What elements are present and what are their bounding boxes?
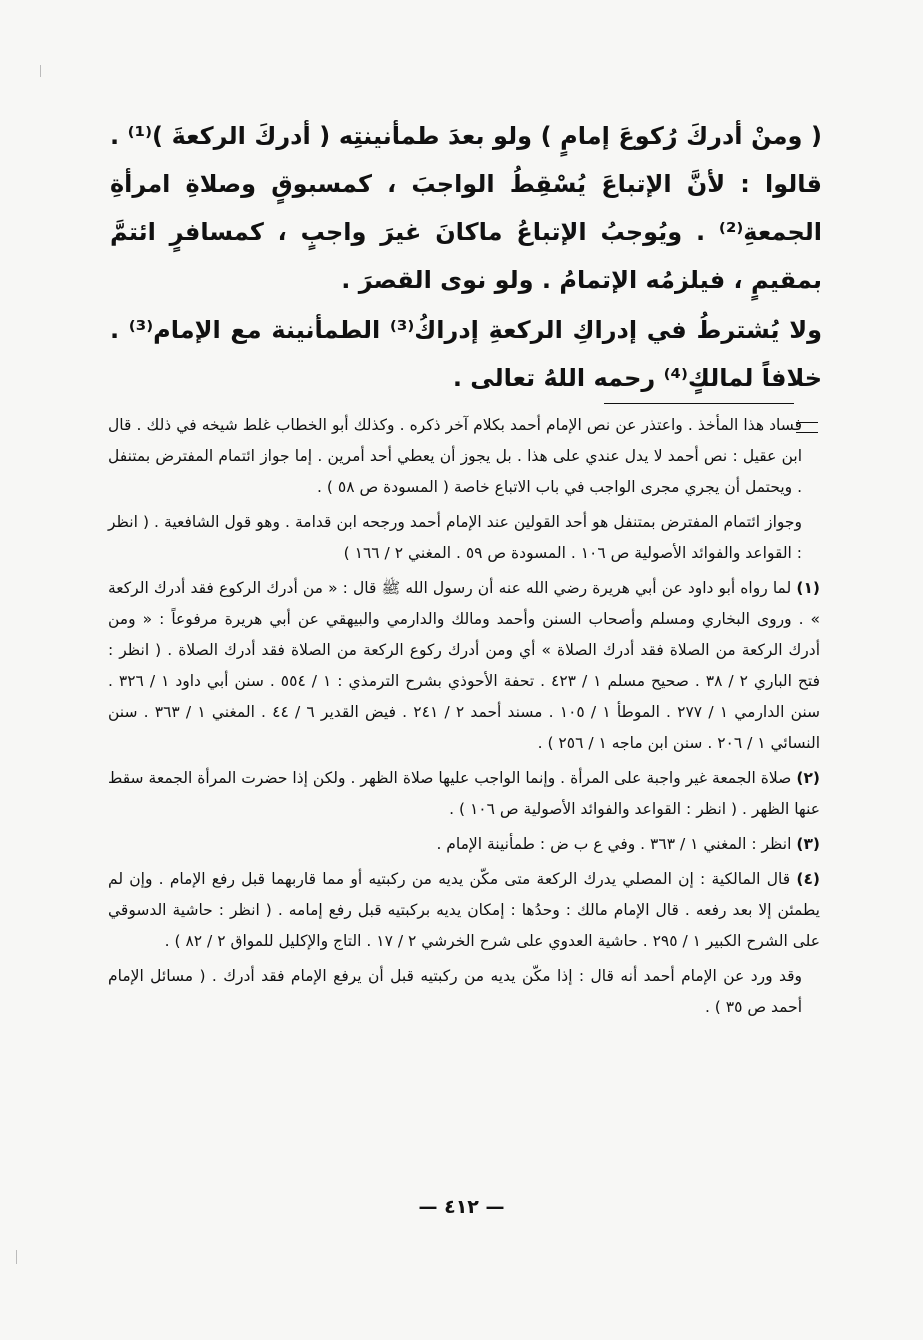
footnote-3 — [108, 829, 820, 860]
footnote-continuation: وجواز ائتمام المفترض بمتنفل هو أحد القولين عند الإمام أحمد ورجحه ابن قدامة . وهو قول الشافعية . ( انظر : القواعد والفوائد الأصولية ص ١٠٦ . المسودة ص ٥٩ . المغني ٢ / ١٦٦ ) — [108, 513, 802, 562]
footnote-number: (٣) — [796, 835, 820, 853]
footnote-4 — [108, 864, 820, 957]
footnote-number: (٤) — [796, 870, 820, 888]
footnote-text: انظر : المغني ١ / ٣٦٣ . وفي ع ب ض : طمأنينة الإمام . — [436, 835, 792, 853]
footnote-continuation: فساد هذا المأخذ . واعتذر عن نص الإمام أحمد بكلام آخر ذكره . وكذلك أبو الخطاب غلط شيخه في ذلك . قال ابن عقيل : نص أحمد لا يدل عندي على هذا . بل يجوز أن يعطي أحد أمرين . إما جواز ائتمام المفترض بمتنفل . ويحتمل أن يجري مجرى الواجب في باب الاتباع خاصة ( المسودة ص ٥٨ ) . — [108, 416, 802, 496]
footnote-1 — [108, 573, 820, 759]
footnote-text: قال المالكية : إن المصلي يدرك الركعة متى مكّن يديه من ركبتيه أو مما قاربهما قبل رفع الإمام . وإن لم يطمئن إلا بعد رفعه . قال الإمام مالك : وحدُها : إمكان يديه بركبتيه قبل رفع إمامه . ( انظر : حاشية الدسوقي على الشرح الكبير ١ / ٢٩٥ . حاشية العدوي على شرح الخرشي ٢ / ١٧ . التاج والإكليل للمواق ٢ / ٨٢ ) . — [108, 870, 820, 950]
scan-speck — [16, 1250, 17, 1264]
footnotes-section — [108, 410, 820, 1027]
main-text — [110, 112, 822, 402]
main-paragraph: ( ومنْ أدركَ رُكوعَ إمامٍ ) ولو بعدَ طمأنينتِه ( أدركَ الركعةَ )⁽¹⁾ . قالوا : لأنَّ الإتباعَ يُسْقِطُ الواجبَ ، كمسبوقٍ وصلاةِ امرأةِ الجمعةِ⁽²⁾ . ويُوجبُ الإتباعُ ماكانَ غيرَ واجبٍ ، كمسافرٍ ائتمَّ بمقيمٍ ، فيلزمُه الإتمامُ . ولو نوى القصرَ . — [110, 122, 822, 294]
scan-speck — [40, 65, 41, 77]
footnote-number: (١) — [796, 579, 821, 597]
footnote-text: صلاة الجمعة غير واجبة على المرأة . وإنما الواجب عليها صلاة الظهر . ولكن إذا حضرت المرأة الجمعة سقط عنها الظهر . ( انظر : القواعد والفوائد الأصولية ص ١٠٦ ) . — [108, 769, 820, 818]
footnote-4-extra: وقد ورد عن الإمام أحمد أنه قال : إذا مكّن يديه من ركبتيه قبل أن يرفع الإمام فقد أدرك . ( مسائل الإمام أحمد ص ٣٥ ) . — [108, 967, 802, 1016]
footnote-2 — [108, 763, 820, 825]
footnote-divider — [604, 403, 794, 404]
main-paragraph: ولا يُشترطُ في إدراكِ الركعةِ إدراكُ⁽³⁾ الطمأنينة مع الإمام⁽³⁾ . خلافاً لمالكٍ⁽⁴⁾ رحمه اللهُ تعالى . — [110, 316, 823, 392]
page-number: — ٤١٢ — — [418, 1196, 505, 1218]
footnote-text: لما رواه أبو داود عن أبي هريرة رضي الله عنه أن رسول الله ﷺ قال : « من أدرك الركوع فقد أدرك الركعة » . وروى البخاري ومسلم وأصحاب السنن وأحمد ومالك والدارمي والبيهقي عن أبي هريرة مرفوعاً : « ومن أدرك الركعة من الصلاة فقد أدرك الصلاة » أي ومن أدرك ركوع الركعة من الصلاة فقد أدرك الصلاة . ( انظر : فتح الباري ٢ / ٣٨ . صحيح مسلم ١ / ٤٢٣ . تحفة الأحوذي بشرح الترمذي : ١ / ٥٥٤ . سنن أبي داود ١ / ٣٢٦ . سنن الدارمي ١ / ٢٧٧ . الموطأ ١ / ١٠٥ . مسند أحمد ٢ / ٢٤١ . فيض القدير ٦ / ٤٤ . المغني ١ / ٣٦٣ . سنن النسائي ١ / ٢٠٦ . سنن ابن ماجه ١ / ٢٥٦ ) . — [108, 579, 821, 752]
footnote-number: (٢) — [796, 769, 820, 787]
